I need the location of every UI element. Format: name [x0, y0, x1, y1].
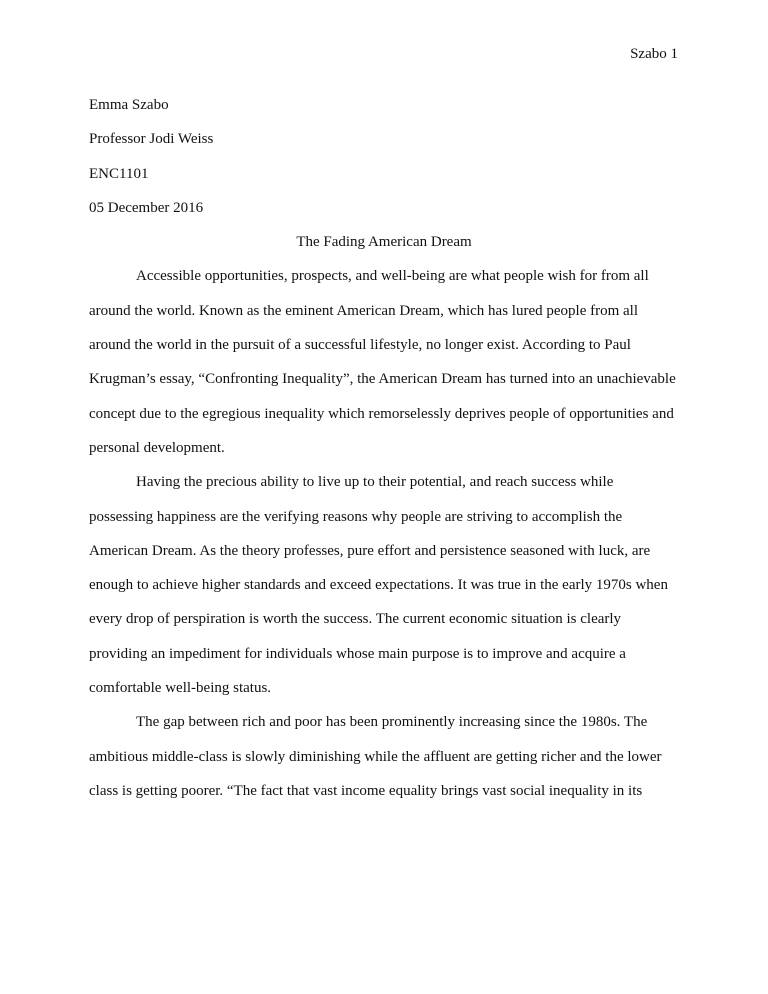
page-header: Szabo 1 [630, 46, 678, 62]
essay-date: 05 December 2016 [89, 199, 204, 216]
paragraph-1: Accessible opportunities, prospects, and well-being are what people wish for from all around the world. Known as the eminent American Dream, which has lured people from all around the world in the pursuit of a successful lifestyle, no longer exist. According to Paul Krugman’s essay, “Confronting Inequality”, the American Dream has turned into an unachievable concept due to the egregious inequality which remorselessly deprives people of opportunities and personal development. [89, 268, 676, 456]
essay-body [89, 88, 679, 808]
paragraph-2: Having the precious ability to live up to their potential, and reach success while possessing happiness are the verifying reasons why people are striving to accomplish the American Dream. As the theory professes, pure effort and persistence seasoned with luck, are enough to achieve higher standards and exceed expectations. It was true in the early 1970s when every drop of perspiration is worth the success. The current economic situation is clearly providing an impediment for individuals whose main purpose is to improve and acquire a comfortable well-being status. [89, 474, 668, 697]
essay-title: The Fading American Dream [296, 234, 472, 251]
course-code: ENC1101 [89, 165, 149, 182]
professor-name: Professor Jodi Weiss [89, 131, 214, 148]
author-name: Emma Szabo [89, 97, 169, 113]
paragraph-3: The gap between rich and poor has been prominently increasing since the 1980s. The ambitious middle-class is slowly diminishing while the affluent are getting richer and the lower class is getting poorer. “The fact that vast income equality brings vast social inequality in its [89, 714, 662, 799]
